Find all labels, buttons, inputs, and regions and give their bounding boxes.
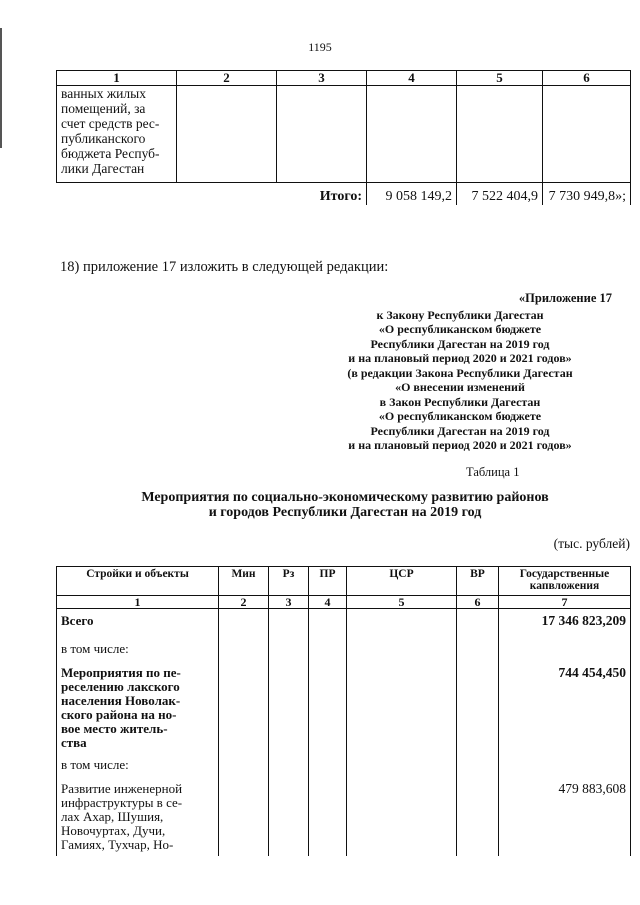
row-name: в том числе: — [57, 642, 219, 664]
col-number: 6 — [457, 596, 499, 609]
title-line: и городов Республики Дагестан на 2019 год — [208, 505, 482, 520]
appendix-line: (в редакции Закона Республики Дагестан — [347, 365, 573, 380]
row-amount — [499, 642, 631, 664]
col-header: ПР — [309, 567, 347, 596]
empty-cell — [457, 86, 543, 183]
total-value: 7 522 404,9 — [457, 183, 543, 206]
appendix-line: «О внесении изменений — [395, 380, 525, 394]
name-line: Мероприятия по пе- — [61, 665, 181, 680]
table-row — [57, 664, 631, 758]
total-row — [57, 183, 631, 206]
appendix-title: «Приложение 17 — [518, 291, 612, 305]
name-line: ского района на но- — [61, 707, 177, 722]
appendix-line: к Закону Республики Дагестан — [376, 307, 544, 322]
col-number: 5 — [347, 596, 457, 609]
name-line: населения Новолак- — [61, 693, 181, 708]
table-label: Таблица 1 — [466, 465, 520, 479]
name-line: лах Ахар, Шушия, — [61, 809, 164, 824]
text-line: счет средств рес- — [61, 116, 160, 131]
text-line: публиканского — [61, 131, 146, 146]
col-header: 6 — [543, 71, 631, 86]
row-name — [57, 664, 219, 758]
name-line: инфраструктуры в се- — [61, 795, 183, 810]
row-name: Всего — [57, 609, 219, 643]
col-header: ЦСР — [347, 567, 457, 596]
col-header: 5 — [457, 71, 543, 86]
name-line: вое место житель- — [61, 721, 168, 736]
col-header: ВР — [457, 567, 499, 596]
text-line: помещений, за — [61, 101, 146, 116]
empty-cell — [367, 86, 457, 183]
continuation-header-row — [57, 71, 631, 86]
units-label: (тыс. рублей) — [553, 536, 630, 551]
text-line: ванных жилых — [61, 86, 146, 101]
empty-cell — [277, 86, 367, 183]
col-header: 1 — [57, 71, 177, 86]
continuation-table — [56, 70, 631, 205]
continued-text-cell — [57, 86, 177, 183]
empty-cell — [543, 86, 631, 183]
col-number: 3 — [269, 596, 309, 609]
table-row — [57, 642, 631, 664]
name-line: ства — [61, 735, 87, 750]
row-amount — [499, 758, 631, 780]
col-number: 1 — [57, 596, 219, 609]
col-header: Стройки и объекты — [57, 567, 219, 596]
appendix-line: Республики Дагестан на 2019 год — [370, 336, 550, 351]
investment-table — [56, 566, 631, 856]
col-header: Государственные капвложения — [499, 567, 631, 596]
total-value: 9 058 149,2 — [367, 183, 457, 206]
col-header: Мин — [219, 567, 269, 596]
col-header: 2 — [177, 71, 277, 86]
table-row — [57, 780, 631, 856]
table-row — [57, 86, 631, 183]
col-number: 7 — [499, 596, 631, 609]
total-value: 7 730 949,8»; — [543, 183, 631, 206]
name-line: реселению лакского — [61, 679, 180, 694]
title-line: Мероприятия по социально-экономическому развитию районов — [141, 490, 549, 505]
name-line: Развитие инженерной — [61, 781, 183, 796]
table-body — [57, 609, 631, 857]
appendix-header — [290, 291, 630, 453]
col-number: 2 — [219, 596, 269, 609]
total-label: Итого: — [319, 189, 362, 204]
name-line: Новочуртах, Дучи, — [61, 823, 166, 838]
appendix-line: Республики Дагестан на 2019 год — [370, 423, 550, 438]
row-amount: 17 346 823,209 — [499, 609, 631, 643]
appendix-line: и на плановый период 2020 и 2021 годов» — [348, 438, 572, 452]
row-amount: 744 454,450 — [499, 664, 631, 758]
text-line: лики Дагестан — [61, 161, 145, 176]
table-row — [57, 609, 631, 643]
col-number: 4 — [309, 596, 347, 609]
appendix-line: «О республиканском бюджете — [378, 322, 542, 336]
row-amount: 479 883,608 — [499, 780, 631, 856]
col-header: 3 — [277, 71, 367, 86]
appendix-line: и на плановый период 2020 и 2021 годов» — [348, 351, 572, 365]
header-row — [57, 567, 631, 596]
amendment-paragraph: 18) приложение 17 изложить в следующей редакции: — [60, 259, 389, 275]
table-row — [57, 758, 631, 780]
col-header: Рз — [269, 567, 309, 596]
col-header: 4 — [367, 71, 457, 86]
appendix-line: «О республиканском бюджете — [378, 409, 542, 423]
text-line: бюджета Респуб- — [61, 146, 160, 161]
name-line: Гамиях, Тухчар, Но- — [61, 837, 174, 852]
appendix-line: в Закон Республики Дагестан — [379, 394, 541, 409]
empty-cell — [177, 86, 277, 183]
column-number-row — [57, 596, 631, 609]
page-number: 1195 — [308, 40, 332, 54]
row-name — [57, 780, 219, 856]
row-name: в том числе: — [57, 758, 219, 780]
document-title — [60, 490, 630, 520]
